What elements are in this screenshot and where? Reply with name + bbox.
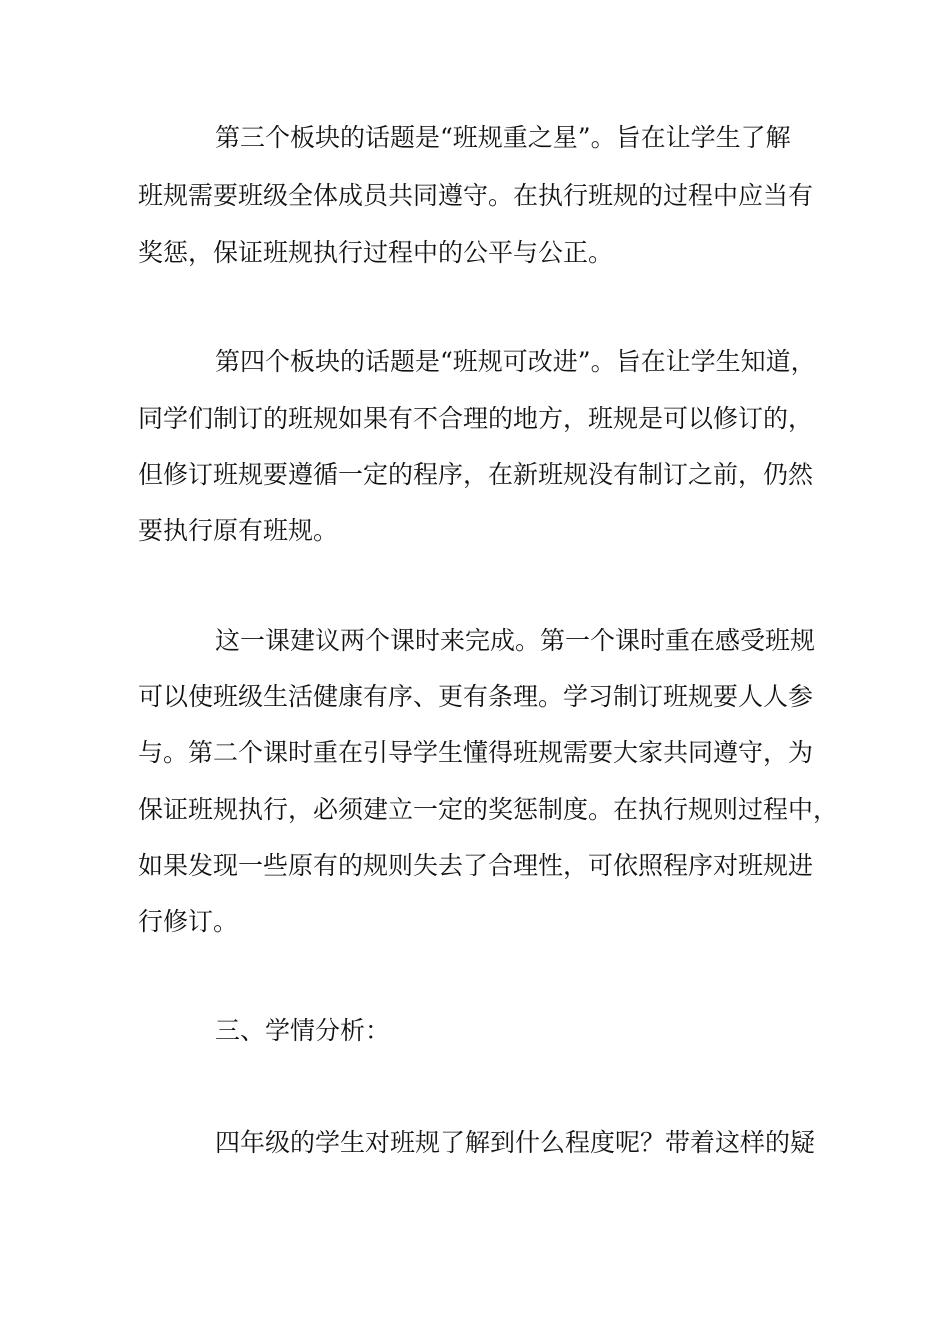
paragraph-3-line-4: 保证班规执行，必须建立一定的奖惩制度。在执行规则过程中， — [138, 795, 839, 824]
paragraph-3-line-3: 与。第二个课时重在引导学生懂得班规需要大家共同遵守，为 — [138, 738, 814, 767]
section-heading: 三、学情分析： — [215, 1016, 391, 1045]
paragraph-3-line-1: 这一课建议两个课时来完成。第一个课时重在感受班规 — [215, 626, 816, 655]
paragraph-2-line-2: 同学们制订的班规如果有不合理的地方，班规是可以修订的， — [138, 404, 814, 433]
paragraph-2-line-4: 要执行原有班规。 — [138, 516, 339, 545]
paragraph-4-line-1: 四年级的学生对班规了解到什么程度呢？带着这样的疑 — [215, 1128, 816, 1157]
paragraph-3-line-5: 如果发现一些原有的规则失去了合理性，可依照程序对班规进 — [138, 851, 814, 880]
paragraph-2-line-1: 第四个板块的话题是“班规可改进”。旨在让学生知道， — [215, 347, 816, 376]
paragraph-2-line-3: 但修订班规要遵循一定的程序，在新班规没有制订之前，仍然 — [138, 460, 814, 489]
paragraph-1-line-3: 奖惩，保证班规执行过程中的公平与公正。 — [138, 238, 614, 267]
paragraph-3-line-6: 行修订。 — [138, 907, 239, 936]
paragraph-1-line-2: 班规需要班级全体成员共同遵守。在执行班规的过程中应当有 — [138, 181, 814, 210]
paragraph-3-line-2: 可以使班级生活健康有序、更有条理。学习制订班规要人人参 — [138, 682, 814, 711]
paragraph-1-line-1: 第三个板块的话题是“班规重之星”。旨在让学生了解 — [215, 123, 791, 152]
